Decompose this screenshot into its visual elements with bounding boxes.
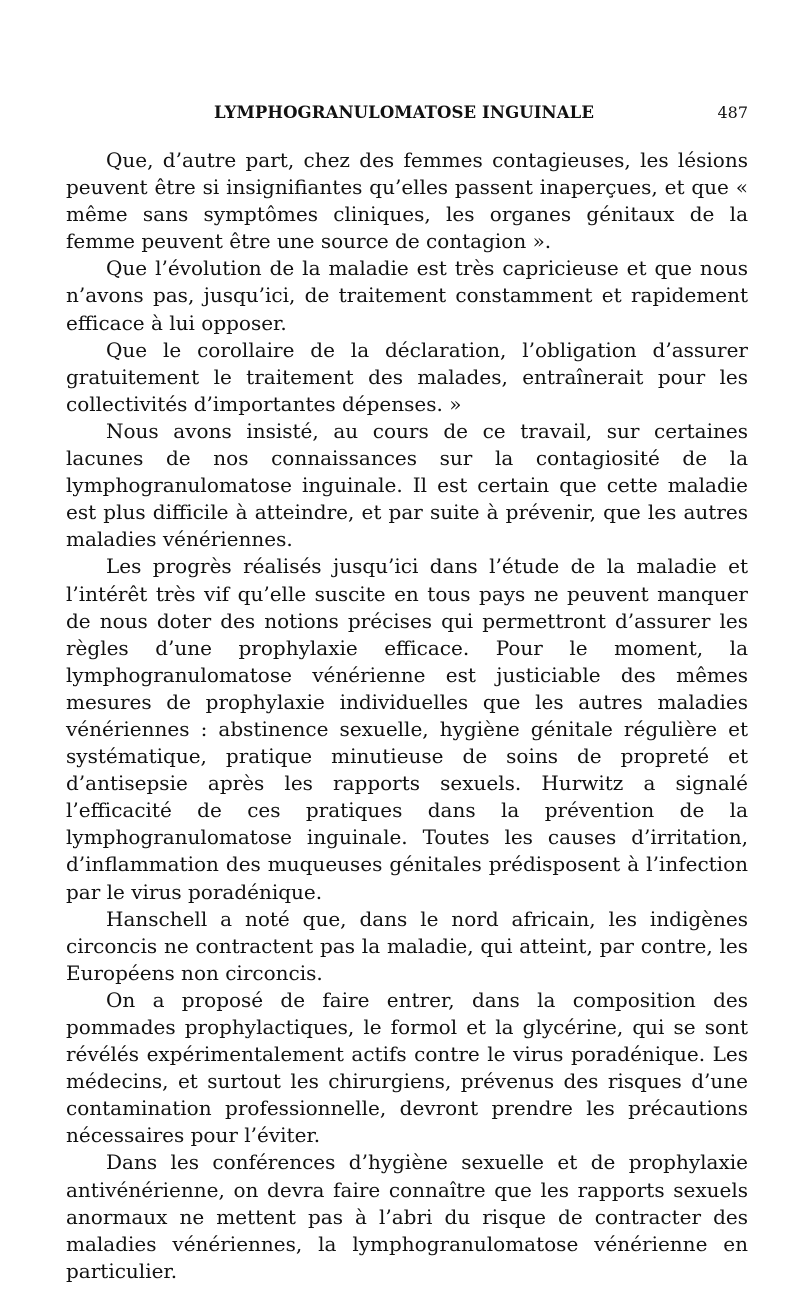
paragraph-contagion: Que, d’autre part, chez des femmes contagieuses, les lésions peuvent être si insignifiantes qu’elles passent inaperçues, et que « même sans symptômes cliniques, les organes génitaux de la femme peuvent être une source de contagion ».	[66, 148, 748, 254]
running-header	[66, 103, 748, 131]
paragraph-evolution: Que l’évolution de la maladie est très capricieuse et que nous n’avons pas, jusqu’ici, de traitement constamment et rapidement efficace à lui opposer.	[66, 256, 748, 335]
paragraph-corollaire: Que le corollaire de la déclaration, l’obligation d’assurer gratuitement le traitement des malades, entraînerait pour les collectivités d’importantes dépenses. »	[66, 337, 748, 416]
paragraph-lacunes: Nous avons insisté, au cours de ce travail, sur certaines lacunes de nos connaissances sur la contagiosité de la lymphogranulomatose inguinale. Il est certain que cette maladie est plus difficile à atteindre, et par suite à prévenir, que les autres maladies vénériennes.	[66, 418, 748, 552]
running-title: LYMPHOGRANULOMATOSE INGUINALE	[214, 103, 595, 122]
paragraph-conferences: Dans les conférences d’hygiène sexuelle et de prophylaxie antivénérienne, on devra faire connaître que les rapports sexuels anormaux ne mettent pas à l’abri du risque de contracter des maladies vénériennes, la lymphogranulomatose vénérienne en particulier.	[66, 1150, 748, 1283]
paragraph-pommades: On a proposé de faire entrer, dans la composition des pommades prophylactiques, le formol et la glycérine, qui se sont révélés expérimentalement actifs contre le virus poradénique. Les médecins, et surtout les chirurgiens, prévenus des risques d’une contamination professionnelle, devront prendre les précautions nécessaires pour l’éviter.	[66, 987, 748, 1148]
page-number: 487	[717, 103, 748, 122]
paragraph-hanschell: Hanschell a noté que, dans le nord africain, les indigènes circoncis ne contractent pas la maladie, qui atteint, par contre, les Européens non circoncis.	[66, 906, 748, 985]
paragraph-progres: Les progrès réalisés jusqu’ici dans l’étude de la maladie et l’intérêt très vif qu’elle suscite en tous pays ne peuvent manquer de nous doter des notions précises qui permettront d’assurer les règles d’une prophylaxie efficace. Pour le moment, la lymphogranulomatose vénérienne est justiciable des mêmes mesures de prophylaxie individuelles que les autres maladies vénériennes : abstinence sexuelle, hygiène génitale régulière et systématique, pratique minutieuse de soins de propreté et d’antisepsie après les rapports sexuels. Hurwitz a signalé l’efficacité de ces pratiques dans la prévention de la lymphogranulomatose inguinale. Toutes les causes d’irritation, d’inflammation des muqueuses génitales prédisposent à l’infection par le virus poradénique.	[66, 554, 748, 904]
document-page	[66, 0, 748, 1285]
body-text	[66, 147, 748, 1285]
